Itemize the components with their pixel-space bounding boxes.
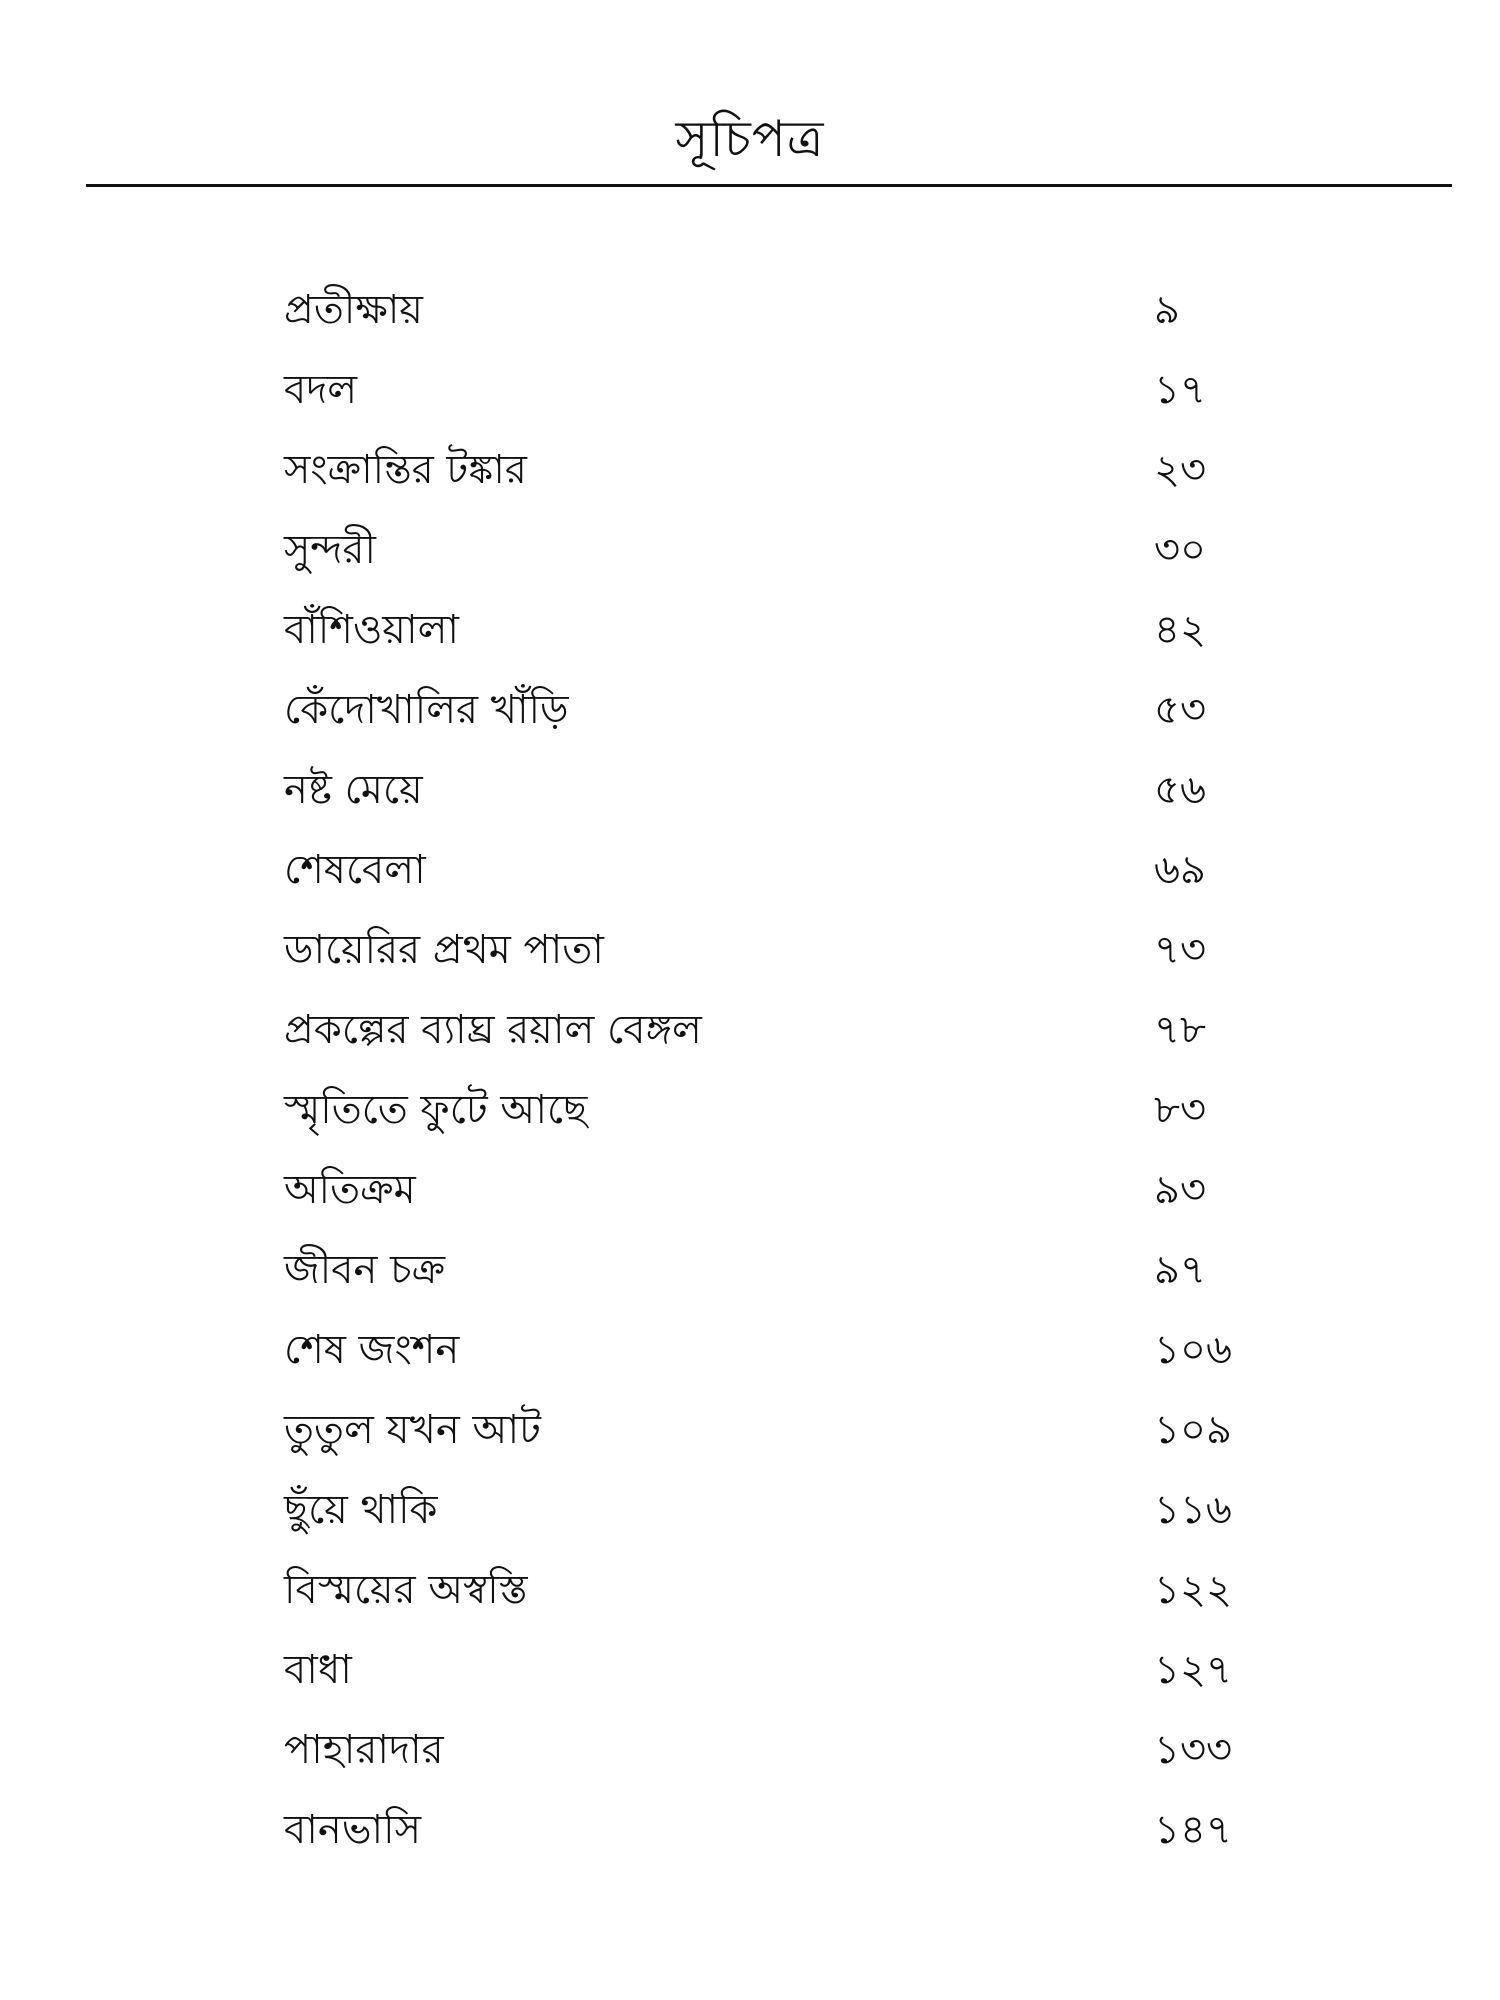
toc-entry-title: বানভাসি (284, 1807, 422, 1853)
toc-entry-title: শেষবেলা (284, 847, 426, 893)
toc-entry-page: ৭৩ (1154, 927, 1207, 973)
heading-divider (86, 184, 1452, 187)
toc-entry (284, 1150, 1244, 1230)
toc-entry (284, 1630, 1244, 1710)
toc-entry-title: প্রতীক্ষায় (284, 287, 423, 333)
toc-entry-page: ৫৬ (1154, 767, 1206, 813)
toc-entry-title: বাধা (284, 1647, 352, 1693)
toc-entry-page: ১৭ (1154, 367, 1206, 413)
toc-entry (284, 1390, 1244, 1470)
toc-entry-page: ৩০ (1154, 527, 1207, 573)
toc-entry (284, 830, 1244, 910)
toc-entry-title: সংক্রান্তির টঙ্কার (284, 447, 527, 493)
toc-entry-page: ৯ (1154, 287, 1180, 333)
toc-entry (284, 1230, 1244, 1310)
toc-entry-page: ২৩ (1154, 447, 1207, 493)
toc-entry-title: বাঁশিওয়ালা (284, 607, 459, 653)
toc-entry-page: ৯৩ (1154, 1167, 1206, 1213)
toc-entry (284, 590, 1244, 670)
toc-entry (284, 1550, 1244, 1630)
toc-entry-title: ছুঁয়ে থাকি (284, 1487, 438, 1533)
toc-entry (284, 510, 1244, 590)
toc-entry-page: ১৩৩ (1154, 1727, 1232, 1773)
toc-entry (284, 1310, 1244, 1390)
toc-entry (284, 1790, 1244, 1870)
toc-entry (284, 1710, 1244, 1790)
toc-entry-title: অতিক্রম (284, 1167, 416, 1213)
toc-entry (284, 910, 1244, 990)
toc-entry-page: ১২২ (1154, 1567, 1232, 1613)
toc-entry (284, 1070, 1244, 1150)
toc-entry-title: পাহারাদার (284, 1727, 444, 1773)
toc-entry-page: ৮৩ (1154, 1087, 1206, 1133)
toc-entry (284, 270, 1244, 350)
toc-entry-title: বদল (284, 367, 358, 413)
toc-entry (284, 1470, 1244, 1550)
toc-entry-title: কেঁদোখালির খাঁড়ি (284, 687, 569, 733)
toc-entry-title: স্মৃতিতে ফুটে আছে (284, 1087, 588, 1133)
toc-entry-title: ডায়েরির প্রথম পাতা (284, 927, 604, 973)
toc-entry-page: ১০৬ (1154, 1327, 1232, 1373)
toc-entry-title: শেষ জংশন (284, 1327, 460, 1373)
toc-entry-title: তুতুল যখন আট (284, 1407, 541, 1453)
table-of-contents (284, 270, 1244, 1870)
toc-entry (284, 670, 1244, 750)
toc-entry-page: ৭৮ (1154, 1007, 1206, 1053)
toc-entry-page: ১০৯ (1154, 1407, 1232, 1453)
toc-entry-title: নষ্ট মেয়ে (284, 767, 423, 813)
toc-entry-page: ১১৬ (1154, 1487, 1232, 1533)
toc-entry-page: ৯৭ (1154, 1247, 1206, 1293)
toc-entry-page: ৫৩ (1154, 687, 1206, 733)
toc-entry (284, 430, 1244, 510)
toc-entry-page: ৬৯ (1154, 847, 1206, 893)
toc-entry-title: জীবন চক্র (284, 1247, 446, 1293)
toc-entry-page: ১৪৭ (1154, 1807, 1232, 1853)
toc-entry-page: ১২৭ (1154, 1647, 1232, 1693)
toc-entry-title: বিস্ময়ের অস্বস্তি (284, 1567, 528, 1613)
toc-entry (284, 350, 1244, 430)
toc-entry-page: ৪২ (1154, 607, 1206, 653)
page-title: সূচিপত্র (675, 110, 825, 168)
toc-entry-title: সুন্দরী (284, 527, 376, 573)
toc-entry (284, 990, 1244, 1070)
toc-entry (284, 750, 1244, 830)
toc-entry-title: প্রকল্পের ব্যাঘ্র রয়াল বেঙ্গল (284, 1007, 702, 1053)
